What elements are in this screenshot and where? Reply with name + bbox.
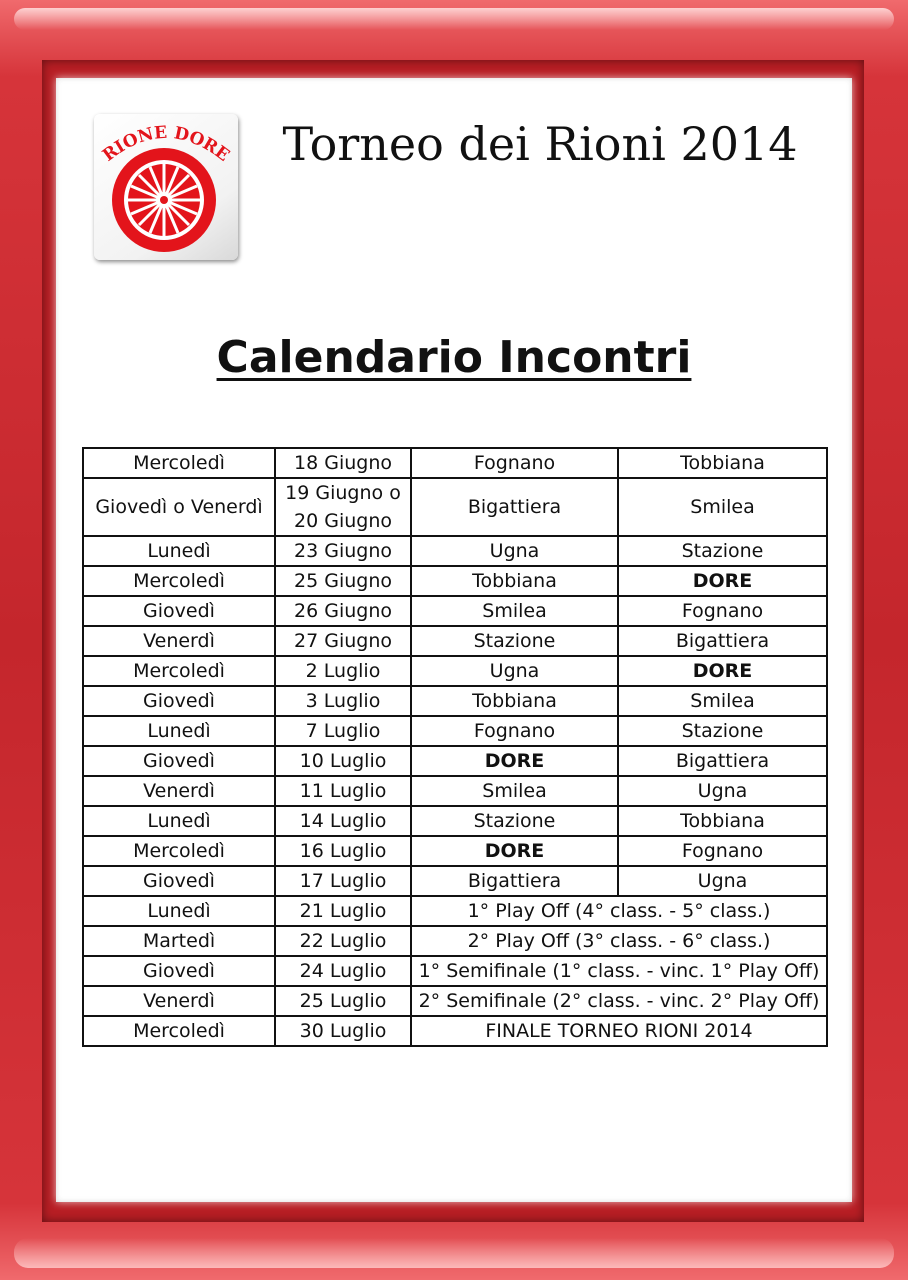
- cell-date: 26 Giugno: [275, 596, 411, 626]
- rione-dore-logo: [94, 114, 238, 260]
- cell-away-team: Smilea: [618, 686, 827, 716]
- cell-date: 25 Luglio: [275, 986, 411, 1016]
- cell-day: Mercoledì: [83, 656, 275, 686]
- cell-away-team: Fognano: [618, 836, 827, 866]
- cell-home-team: Tobbiana: [411, 566, 618, 596]
- wagon-wheel-icon: [94, 114, 238, 260]
- cell-home-team: Fognano: [411, 448, 618, 478]
- cell-date: 7 Luglio: [275, 716, 411, 746]
- table-row: [83, 896, 827, 926]
- cell-day: Lunedì: [83, 896, 275, 926]
- cell-home-team: Ugna: [411, 536, 618, 566]
- table-row: [83, 926, 827, 956]
- cell-date: 27 Giugno: [275, 626, 411, 656]
- table-row: [83, 686, 827, 716]
- cell-day: Giovedì: [83, 686, 275, 716]
- cell-date: 23 Giugno: [275, 536, 411, 566]
- table-row: [83, 536, 827, 566]
- cell-match: 1° Play Off (4° class. - 5° class.): [411, 896, 827, 926]
- table-row: [83, 776, 827, 806]
- cell-day: Mercoledì: [83, 566, 275, 596]
- cell-date: 22 Luglio: [275, 926, 411, 956]
- cell-day: Lunedì: [83, 536, 275, 566]
- cell-home-team: DORE: [411, 836, 618, 866]
- page-title: Torneo dei Rioni 2014: [282, 117, 798, 171]
- cell-date: 18 Giugno: [275, 448, 411, 478]
- cell-away-team: Stazione: [618, 716, 827, 746]
- cell-day: Mercoledì: [83, 836, 275, 866]
- cell-away-team: DORE: [618, 566, 827, 596]
- cell-match: 2° Semifinale (2° class. - vinc. 2° Play Off): [411, 986, 827, 1016]
- cell-day: Giovedì: [83, 596, 275, 626]
- cell-away-team: Stazione: [618, 536, 827, 566]
- table-row: [83, 656, 827, 686]
- cell-date: 25 Giugno: [275, 566, 411, 596]
- table-row: [83, 836, 827, 866]
- cell-home-team: Tobbiana: [411, 686, 618, 716]
- cell-away-team: DORE: [618, 656, 827, 686]
- table-row: [83, 478, 827, 536]
- cell-away-team: Tobbiana: [618, 806, 827, 836]
- cell-home-team: Stazione: [411, 806, 618, 836]
- cell-match: 2° Play Off (3° class. - 6° class.): [411, 926, 827, 956]
- cell-date: 19 Giugno o 20 Giugno: [275, 478, 411, 536]
- cell-day: Venerdì: [83, 986, 275, 1016]
- cell-day: Giovedì o Venerdì: [83, 478, 275, 536]
- cell-home-team: Bigattiera: [411, 866, 618, 896]
- cell-day: Giovedì: [83, 866, 275, 896]
- logo-text: RIONE DORE: [99, 122, 233, 166]
- cell-home-team: Stazione: [411, 626, 618, 656]
- cell-home-team: DORE: [411, 746, 618, 776]
- section-heading: [150, 326, 758, 392]
- table-row: [83, 566, 827, 596]
- section-heading-text: Calendario Incontri: [216, 332, 692, 383]
- table-row: [83, 866, 827, 896]
- frame-highlight-top: [14, 8, 894, 30]
- cell-match: FINALE TORNEO RIONI 2014: [411, 1016, 827, 1046]
- cell-away-team: Tobbiana: [618, 448, 827, 478]
- cell-home-team: Smilea: [411, 776, 618, 806]
- cell-day: Giovedì: [83, 956, 275, 986]
- table-row: [83, 956, 827, 986]
- table-row: [83, 986, 827, 1016]
- cell-away-team: Smilea: [618, 478, 827, 536]
- schedule-table: [82, 447, 828, 1047]
- cell-day: Lunedì: [83, 806, 275, 836]
- table-row: [83, 448, 827, 478]
- cell-date: 3 Luglio: [275, 686, 411, 716]
- cell-day: Giovedì: [83, 746, 275, 776]
- cell-day: Venerdì: [83, 776, 275, 806]
- cell-day: Venerdì: [83, 626, 275, 656]
- cell-day: Mercoledì: [83, 448, 275, 478]
- cell-away-team: Ugna: [618, 776, 827, 806]
- frame-highlight-bottom: [14, 1238, 894, 1268]
- table-row: [83, 1016, 827, 1046]
- cell-away-team: Ugna: [618, 866, 827, 896]
- table-row: [83, 746, 827, 776]
- table-row: [83, 626, 827, 656]
- cell-away-team: Fognano: [618, 596, 827, 626]
- cell-date: 30 Luglio: [275, 1016, 411, 1046]
- table-row: [83, 596, 827, 626]
- cell-date: 14 Luglio: [275, 806, 411, 836]
- cell-day: Martedì: [83, 926, 275, 956]
- cell-home-team: Smilea: [411, 596, 618, 626]
- cell-home-team: Ugna: [411, 656, 618, 686]
- cell-date: 24 Luglio: [275, 956, 411, 986]
- cell-date: 11 Luglio: [275, 776, 411, 806]
- cell-date: 17 Luglio: [275, 866, 411, 896]
- cell-home-team: Fognano: [411, 716, 618, 746]
- cell-away-team: Bigattiera: [618, 746, 827, 776]
- cell-away-team: Bigattiera: [618, 626, 827, 656]
- cell-day: Mercoledì: [83, 1016, 275, 1046]
- cell-home-team: Bigattiera: [411, 478, 618, 536]
- cell-day: Lunedì: [83, 716, 275, 746]
- cell-date: 21 Luglio: [275, 896, 411, 926]
- cell-date: 2 Luglio: [275, 656, 411, 686]
- table-row: [83, 806, 827, 836]
- cell-date: 10 Luglio: [275, 746, 411, 776]
- cell-match: 1° Semifinale (1° class. - vinc. 1° Play Off): [411, 956, 827, 986]
- table-row: [83, 716, 827, 746]
- cell-date: 16 Luglio: [275, 836, 411, 866]
